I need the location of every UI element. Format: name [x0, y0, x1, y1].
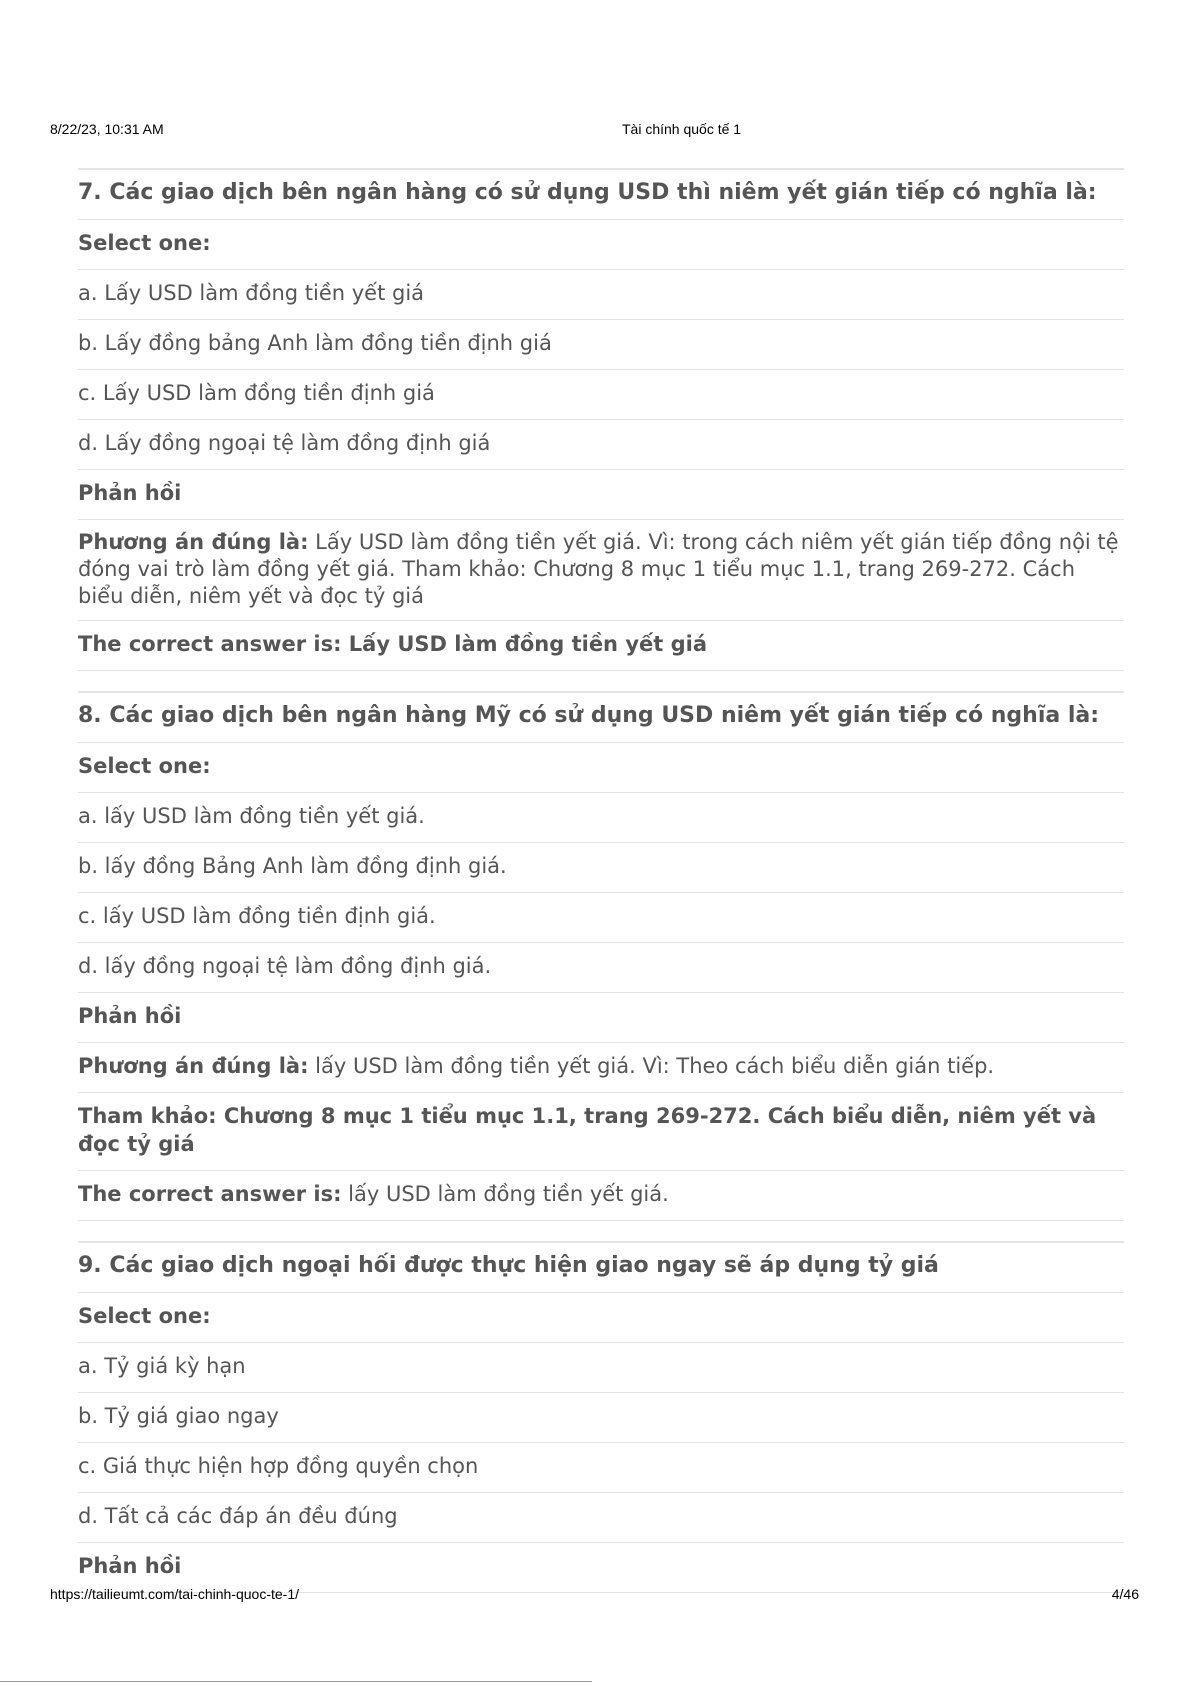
correct-text: Lấy USD làm đồng tiền yết giá — [341, 632, 708, 656]
question-text: 9. Các giao dịch ngoại hối được thực hiện giao ngay sẽ áp dụng tỷ giá — [78, 1243, 1124, 1293]
feedback-label: Phản hồi — [78, 470, 1124, 520]
option-d: d. lấy đồng ngoại tệ làm đồng định giá. — [78, 943, 1124, 993]
answer-text: lấy USD làm đồng tiền yết giá. Vì: Theo cách biểu diễn gián tiếp. — [308, 1054, 995, 1078]
correct-label: The correct answer is: — [78, 632, 342, 656]
feedback-answer — [78, 520, 1124, 621]
page-edge-line — [0, 1681, 592, 1682]
option-c: c. Giá thực hiện hợp đồng quyền chọn — [78, 1443, 1124, 1493]
answer-label: Phương án đúng là: — [78, 530, 309, 554]
option-d: d. Tất cả các đáp án đều đúng — [78, 1493, 1124, 1543]
option-a: a. lấy USD làm đồng tiền yết giá. — [78, 793, 1124, 843]
feedback-label: Phản hồi — [78, 993, 1124, 1043]
question-text: 7. Các giao dịch bên ngân hàng có sử dụng USD thì niêm yết gián tiếp có nghĩa là: — [78, 170, 1124, 220]
question-text: 8. Các giao dịch bên ngân hàng Mỹ có sử dụng USD niêm yết gián tiếp có nghĩa là: — [78, 693, 1124, 743]
select-one-label: Select one: — [78, 743, 1124, 793]
option-b: b. Tỷ giá giao ngay — [78, 1393, 1124, 1443]
feedback-answer — [78, 1043, 1124, 1093]
option-a: a. Tỷ giá kỳ hạn — [78, 1343, 1124, 1393]
quiz-content — [78, 168, 1124, 1613]
correct-answer — [78, 1171, 1124, 1221]
option-c: c. Lấy USD làm đồng tiền định giá — [78, 370, 1124, 420]
option-b: b. lấy đồng Bảng Anh làm đồng định giá. — [78, 843, 1124, 893]
print-datetime: 8/22/23, 10:31 AM — [50, 121, 164, 137]
option-d: d. Lấy đồng ngoại tệ làm đồng định giá — [78, 420, 1124, 470]
option-c: c. lấy USD làm đồng tiền định giá. — [78, 893, 1124, 943]
correct-label: The correct answer is: — [78, 1182, 342, 1206]
correct-text: lấy USD làm đồng tiền yết giá. — [341, 1182, 669, 1206]
answer-label: Phương án đúng là: — [78, 1054, 309, 1078]
option-a: a. Lấy USD làm đồng tiền yết giá — [78, 270, 1124, 320]
print-title: Tài chính quốc tế 1 — [622, 121, 742, 137]
correct-answer — [78, 621, 1124, 671]
feedback-label: Phản hồi — [78, 1543, 1124, 1593]
feedback-reference: Tham khảo: Chương 8 mục 1 tiểu mục 1.1, trang 269-272. Cách biểu diễn, niêm yết và đọc tỷ giá — [78, 1093, 1124, 1171]
page-number: 4/46 — [1111, 1586, 1139, 1602]
question-block-9 — [78, 1241, 1124, 1593]
question-block-7 — [78, 168, 1124, 671]
footer-url: https://tailieumt.com/tai-chinh-quoc-te-1/ — [50, 1586, 299, 1602]
select-one-label: Select one: — [78, 1293, 1124, 1343]
answer-text: Lấy USD làm đồng tiền yết giá. Vì: trong cách niêm yết gián tiếp đồng nội tệ đóng vai trò làm đồng yết giá. Tham khảo: Chương 8 mục 1 tiểu mục 1.1, trang 269-272. Cách biểu diễn, niêm yết và đọc tỷ giá — [78, 530, 1119, 608]
option-b: b. Lấy đồng bảng Anh làm đồng tiền định giá — [78, 320, 1124, 370]
question-block-8 — [78, 691, 1124, 1221]
select-one-label: Select one: — [78, 220, 1124, 270]
